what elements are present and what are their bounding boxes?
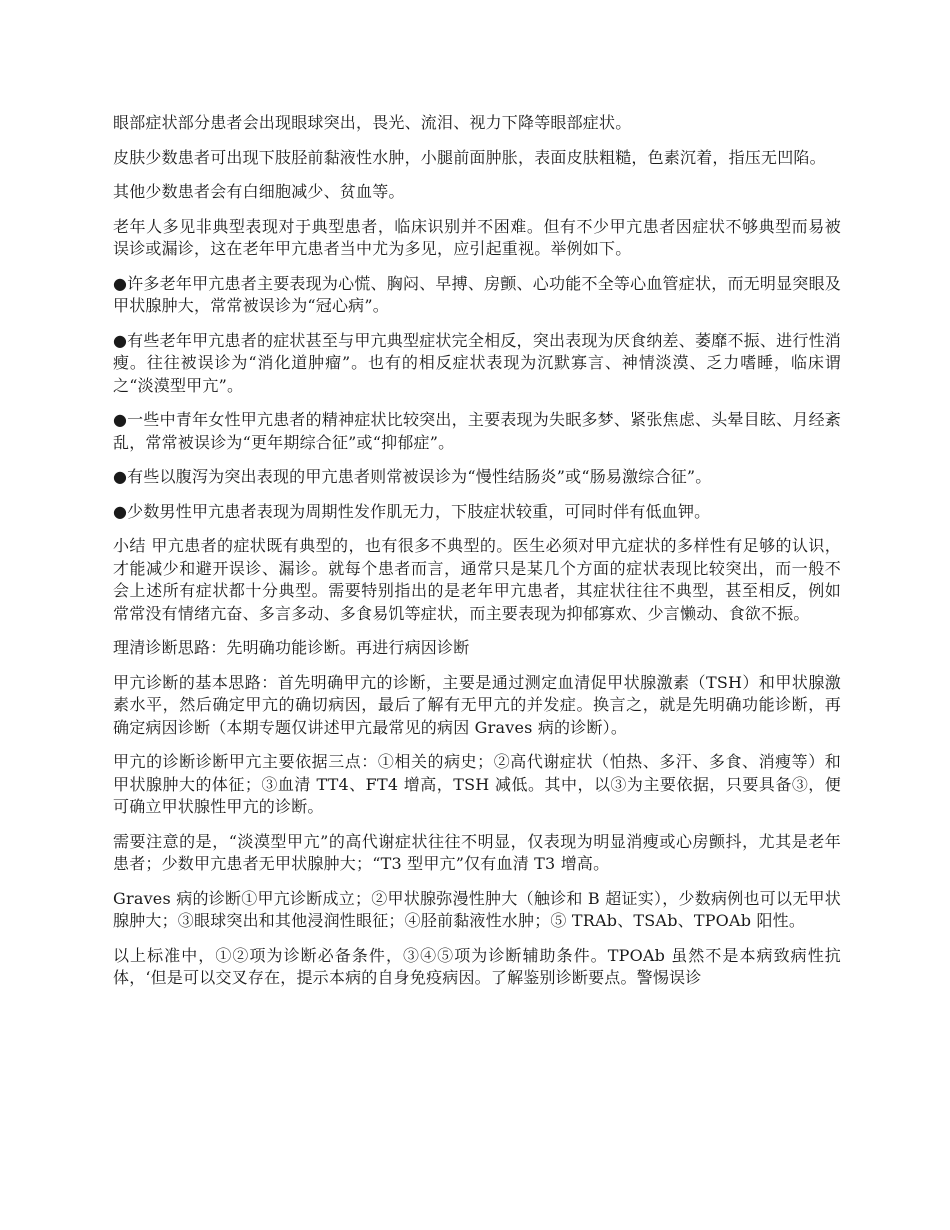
paragraph-notes: 需要注意的是，“淡漠型甲亢”的高代谢症状往往不明显，仅表现为明显消瘦或心房颤抖，尤其是老年患者；少数甲亢患者无甲状腺肿大；“T3 型甲亢”仅有血清 T3 增高。 xyxy=(113,831,841,873)
bullet-periodic-paralysis: ●少数男性甲亢患者表现为周期性发作肌无力，下肢症状较重，可同时伴有低血钾。 xyxy=(113,501,711,521)
paragraph-diagnosis-basic-idea: 甲亢诊断的基本思路：首先明确甲亢的诊断，主要是通过测定血清促甲状腺激素（TSH）和甲状腺激素水平，然后确定甲亢的确切病因，最后了解有无甲亢的并发症。换言之，就是先明确功能诊断，再确定病因诊断（本期专题仅讲述甲亢最常见的病因 Graves 病的诊断）。 xyxy=(113,672,841,737)
paragraph-criteria: 以上标准中，①②项为诊断必备条件，③④⑤项为诊断辅助条件。TPOAb 虽然不是本病致病性抗体，‘但是可以交叉存在，提示本病的自身免疫病因。了解鉴别诊断要点。警惕误诊 xyxy=(113,945,841,987)
bullet-apathetic: ●有些老年甲亢患者的症状甚至与甲亢典型症状完全相反，突出表现为厌食纳差、萎靡不振、进行性消瘦。往往被误诊为“消化道肿瘤”。也有的相反症状表现为沉默寡言、神情淡漠、乏力嗜睡，临床谓之“淡漠型甲亢”。 xyxy=(113,330,841,395)
paragraph-other-symptoms: 其他少数患者会有白细胞减少、贫血等。 xyxy=(113,182,405,201)
paragraph-hyperthyroid-diagnosis: 甲亢的诊断诊断甲亢主要依据三点：①相关的病史；②高代谢症状（怕热、多汗、多食、消瘦等）和甲状腺肿大的体征；③血清 TT4、FT4 增高，TSH 减低。其中，以③为主要依据，只要具备③，便可确立甲状腺性甲亢的诊断。 xyxy=(113,752,841,816)
paragraph-skin-symptoms: 皮肤少数患者可出现下肢胫前黏液性水肿，小腿前面肿胀，表面皮肤粗糙，色素沉着，指压无凹陷。 xyxy=(113,147,826,167)
document-body xyxy=(113,112,841,1002)
paragraph-elderly-atypical: 老年人多见非典型表现对于典型患者，临床识别并不困难。但有不少甲亢患者因症状不够典型而易被误诊或漏诊，这在老年甲亢患者当中尤为多见，应引起重视。举例如下。 xyxy=(113,216,841,258)
bullet-mental-symptoms: ●一些中青年女性甲亢患者的精神症状比较突出，主要表现为失眠多梦、紧张焦虑、头晕目眩、月经紊乱，常常被误诊为“更年期综合征”或“抑郁症”。 xyxy=(113,410,841,452)
paragraph-eye-symptoms: 眼部症状部分患者会出现眼球突出，畏光、流泪、视力下降等眼部症状。 xyxy=(113,113,632,132)
bullet-cardiovascular: ●许多老年甲亢患者主要表现为心慌、胸闷、早搏、房颤、心功能不全等心血管症状，而无明显突眼及甲状腺肿大，常常被误诊为“冠心病”。 xyxy=(113,273,841,315)
paragraph-graves-diagnosis: Graves 病的诊断①甲亢诊断成立；②甲状腺弥漫性肿大（触诊和 B 超证实），少数病例也可以无甲状腺肿大；③眼球突出和其他浸润性眼征；④胫前黏液性水肿；⑤ TRAb、TSAb、TPOAb 阳性。 xyxy=(113,888,841,930)
paragraph-summary: 小结 甲亢患者的症状既有典型的，也有很多不典型的。医生必须对甲亢症状的多样性有足够的认识，才能减少和避开误诊、漏诊。就每个患者而言，通常只是某几个方面的症状表现比较突出，而一般不会上述所有症状都十分典型。需要特别指出的是老年甲亢患者，其症状往往不典型，甚至相反，例如常常没有情绪亢奋、多言多动、多食易饥等症状，而主要表现为抑郁寡欢、少言懒动、食欲不振。 xyxy=(113,536,841,623)
paragraph-diagnosis-approach-heading: 理清诊断思路：先明确功能诊断。再进行病因诊断 xyxy=(113,638,470,657)
bullet-diarrhea: ●有些以腹泻为突出表现的甲亢患者则常被误诊为“慢性结肠炎”或“肠易激综合征”。 xyxy=(113,467,712,486)
